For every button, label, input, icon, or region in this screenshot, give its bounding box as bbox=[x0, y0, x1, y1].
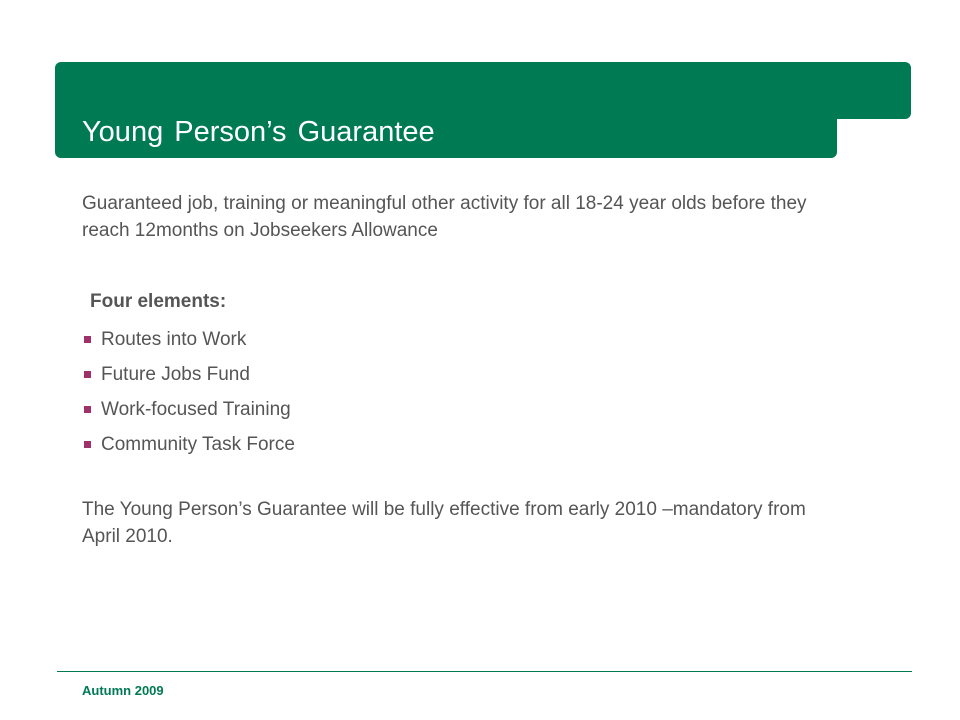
list-item-label: Future Jobs Fund bbox=[101, 363, 250, 385]
list-item bbox=[84, 357, 295, 392]
square-bullet-icon bbox=[84, 441, 91, 448]
list-item-label: Community Task Force bbox=[101, 433, 295, 455]
slide-title: Young Person’s Guarantee bbox=[82, 116, 435, 148]
list-item-label: Routes into Work bbox=[101, 328, 247, 350]
elements-list bbox=[84, 322, 295, 462]
closing-paragraph: The Young Person’s Guarantee will be fully effective from early 2010 –mandatory from April 2010. bbox=[82, 499, 806, 547]
square-bullet-icon bbox=[84, 406, 91, 413]
square-bullet-icon bbox=[84, 336, 91, 343]
square-bullet-icon bbox=[84, 371, 91, 378]
footer-divider bbox=[57, 671, 912, 672]
list-item bbox=[84, 427, 295, 462]
intro-paragraph: Guaranteed job, training or meaningful other activity for all 18-24 year olds before they reach 12months on Jobseekers Allowance bbox=[82, 193, 807, 241]
footer-date: Autumn 2009 bbox=[82, 683, 164, 698]
elements-heading: Four elements: bbox=[90, 291, 227, 312]
list-item bbox=[84, 322, 295, 357]
list-item bbox=[84, 392, 295, 427]
title-band-accent bbox=[820, 62, 911, 119]
list-item-label: Work-focused Training bbox=[101, 398, 291, 420]
